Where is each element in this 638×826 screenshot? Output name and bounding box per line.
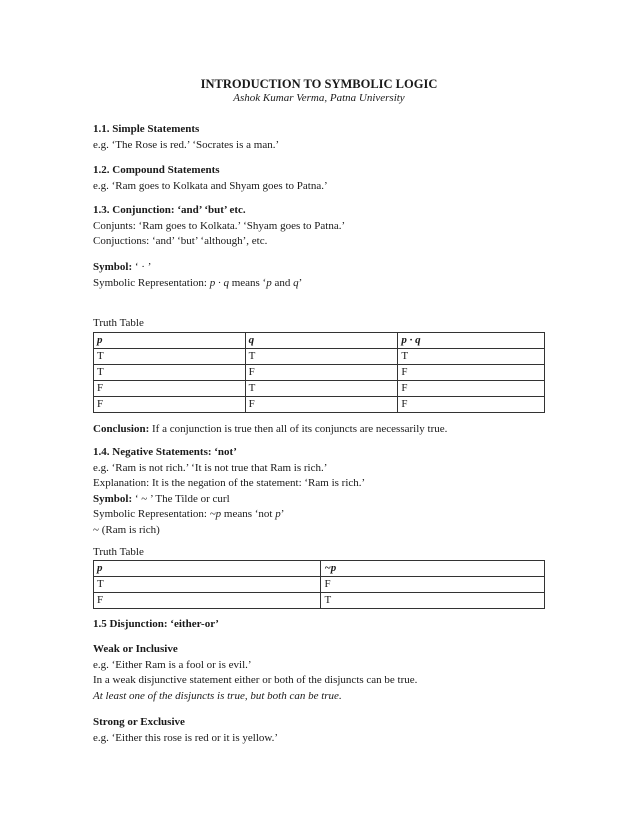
truth-table-label: Truth Table: [93, 546, 144, 558]
rep-mid: means ‘: [228, 276, 267, 289]
section-heading: 1.1. Simple Statements: [93, 123, 200, 135]
table-row: [94, 381, 545, 397]
section-conjunction: [93, 203, 545, 250]
symbol-line: [93, 492, 545, 508]
conjunction-symbol-block: [93, 260, 545, 291]
section-disjunction: [93, 617, 545, 633]
table-cell: F: [398, 381, 545, 397]
truth-table-negation: [93, 560, 545, 609]
table-cell: F: [245, 397, 398, 413]
table-row: [94, 365, 545, 381]
subsection-heading: Strong or Exclusive: [93, 716, 185, 728]
section-example: e.g. ‘Ram goes to Kolkata and Shyam goes to Patna.’: [93, 179, 328, 192]
header-cell: q: [245, 333, 398, 349]
document-title: INTRODUCTION TO SYMBOLIC LOGIC: [200, 77, 438, 91]
section-heading: 1.4. Negative Statements: ‘not’: [93, 446, 237, 458]
rep-and: and: [271, 276, 294, 289]
rep-end: ’: [298, 276, 303, 289]
section-compound-statements: [93, 163, 545, 194]
table-cell: F: [94, 593, 321, 609]
symbol-line: [93, 260, 545, 276]
rep-mid: means ‘not: [221, 508, 276, 520]
table-row: [94, 397, 545, 413]
rep-end: ’: [280, 508, 285, 520]
table-cell: T: [321, 593, 545, 609]
table-cell: F: [398, 397, 545, 413]
conclusion-line: [93, 422, 545, 438]
truth-table-conjunction: [93, 332, 545, 413]
subsection-heading: Weak or Inclusive: [93, 643, 178, 655]
conjuctions-line: Conjuctions: ‘and’ ‘but’ ‘although’, etc.: [93, 235, 268, 247]
section-simple-statements: [93, 122, 545, 153]
table-header-row: [94, 561, 545, 577]
table-cell: T: [94, 349, 246, 365]
symbol-value: ‘ ~ ’ The Tilde or curl: [132, 492, 230, 505]
symbolic-representation-line: [93, 276, 545, 292]
header-cell: p: [94, 333, 246, 349]
conclusion: [93, 422, 545, 438]
conjunts-line: Conjunts: ‘Ram goes to Kolkata.’ ‘Shyam goes to Patna.’: [93, 219, 346, 232]
section-example: e.g. ‘Either Ram is a fool or is evil.’: [93, 658, 252, 671]
table-header-row: [94, 333, 545, 349]
section-heading: 1.2. Compound Statements: [93, 164, 220, 176]
table-cell: T: [94, 365, 246, 381]
table-cell: T: [245, 381, 398, 397]
table-cell: T: [245, 349, 398, 365]
section-example: e.g. ‘Either this rose is red or it is yellow.’: [93, 731, 279, 744]
rep-expression: p · q: [209, 276, 229, 289]
section-negative-statements: [93, 445, 545, 538]
section-example: e.g. ‘The Rose is red.’ ‘Socrates is a man.’: [93, 138, 280, 151]
rep-text: Symbolic Representation:: [93, 508, 210, 520]
header-cell: p: [94, 561, 321, 577]
table-row: [94, 577, 545, 593]
table-cell: F: [321, 577, 545, 593]
header-cell: ~p: [321, 561, 545, 577]
table-cell: T: [398, 349, 545, 365]
table-cell: T: [94, 577, 321, 593]
table-row: [94, 593, 545, 609]
table-cell: F: [94, 397, 246, 413]
document-author: Ashok Kumar Verma, Patna University: [233, 92, 405, 104]
strong-disjunction: [93, 715, 545, 746]
rep-p: p: [266, 276, 272, 289]
table-cell: F: [398, 365, 545, 381]
weak-disjunction: [93, 642, 545, 704]
symbol-value: ‘ · ’: [132, 261, 152, 273]
table-cell: F: [94, 381, 246, 397]
rep-q: q: [293, 276, 299, 289]
rep-p: p: [275, 508, 281, 520]
table-row: [94, 349, 545, 365]
rep-example-line: ~ (Ram is rich): [93, 523, 160, 536]
rep-expression: ~p: [209, 508, 222, 520]
section-example: e.g. ‘Ram is not rich.’ ‘It is not true that Ram is rich.’: [93, 461, 328, 474]
table-cell: F: [245, 365, 398, 381]
explanation-line: Explanation: It is the negation of the statement: ‘Ram is rich.’: [93, 477, 366, 489]
section-heading: 1.3. Conjunction: ‘and’ ‘but’ etc.: [93, 204, 246, 216]
rep-text: Symbolic Representation:: [93, 276, 210, 289]
conclusion-label: Conclusion:: [93, 423, 150, 435]
conclusion-text: If a conjunction is true then all of its conjuncts are necessarily true.: [149, 423, 448, 435]
symbolic-representation-line: [93, 507, 545, 523]
section-heading: 1.5 Disjunction: ‘either-or’: [93, 618, 219, 630]
header-cell: p · q: [398, 333, 545, 349]
symbol-label: Symbol:: [93, 261, 133, 273]
truth-table-label: Truth Table: [93, 317, 144, 329]
symbol-label: Symbol:: [93, 492, 133, 505]
weak-explanation: In a weak disjunctive statement either or both of the disjuncts can be true.: [93, 674, 418, 686]
weak-note: At least one of the disjuncts is true, but both can be true.: [93, 689, 342, 702]
